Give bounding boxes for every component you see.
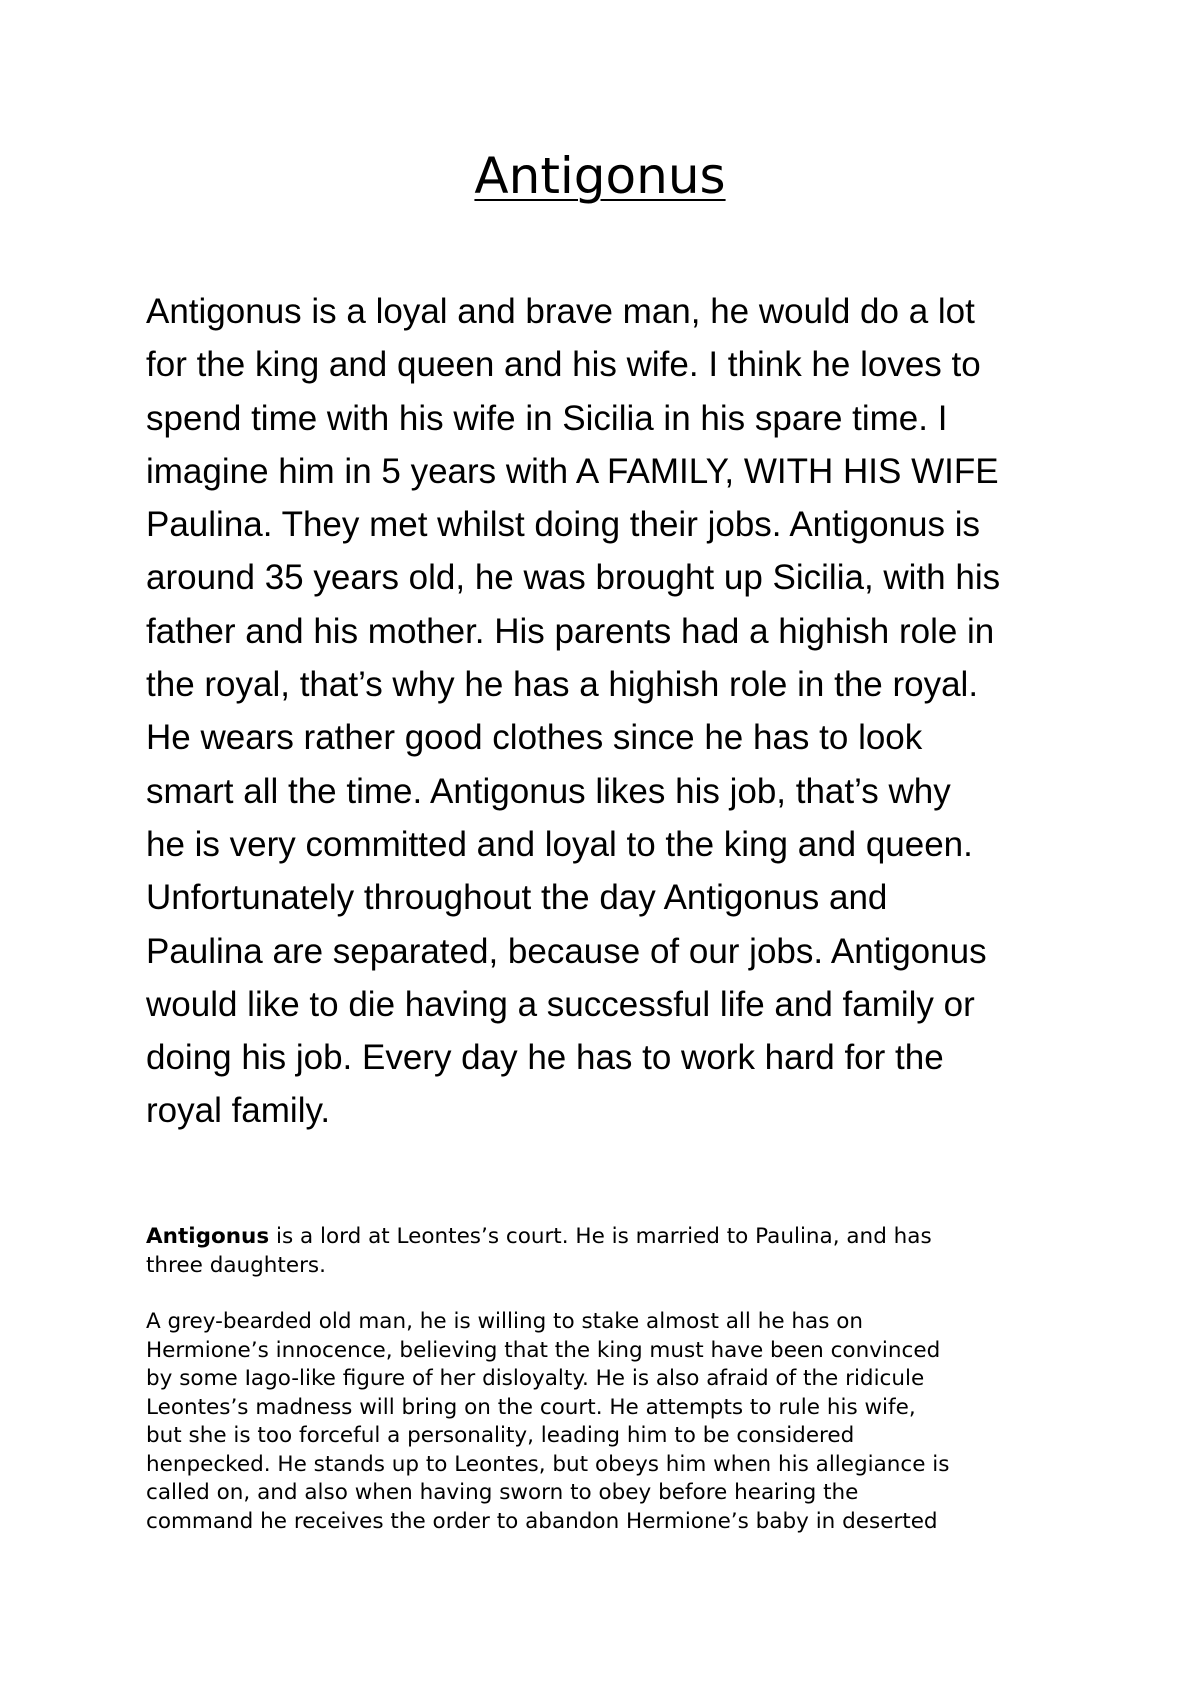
essay-line: Unfortunately throughout the day Antigonus and (146, 878, 888, 918)
essay-line: imagine him in 5 years with A FAMILY, WITH HIS WIFE (146, 451, 999, 491)
essay-line: smart all the time. Antigonus likes his job, that’s why (146, 771, 951, 811)
essay-line: doing his job. Every day he has to work hard for the (146, 1038, 944, 1078)
notes-intro-text: is a lord at Leontes’s court. He is married to Paulina, and has (269, 1224, 932, 1249)
notes-line: by some Iago-like figure of her disloyalty. He is also afraid of the ridicule (146, 1366, 925, 1391)
essay-line: Paulina are separated, because of our jobs. Antigonus (146, 931, 987, 971)
notes-line: A grey-bearded old man, he is willing to stake almost all he has on (146, 1309, 864, 1334)
notes-line: Hermione’s innocence, believing that the king must have been convinced (146, 1337, 941, 1363)
essay-line: father and his mother. His parents had a highish role in (146, 611, 995, 651)
notes-intro-line: three daughters. (146, 1252, 326, 1278)
essay-line: he is very committed and loyal to the king and queen. (146, 824, 973, 864)
essay-line: spend time with his wife in Sicilia in his spare time. I (146, 398, 948, 438)
notes-line: but she is too forceful a personality, leading him to be considered (146, 1423, 855, 1448)
notes-line: command he receives the order to abandon Hermione’s baby in deserted (146, 1508, 938, 1534)
essay-line: would like to die having a successful life and family or (146, 984, 975, 1024)
notes-line: called on, and also when having sworn to obey before hearing the (146, 1480, 859, 1505)
essay-line: for the king and queen and his wife. I think he loves to (146, 345, 981, 385)
notes-line: Leontes’s madness will bring on the court. He attempts to rule his wife, (146, 1394, 916, 1420)
notes-intro-line (146, 1223, 1076, 1252)
essay-line: Antigonus is a loyal and brave man, he would do a lot (146, 292, 975, 331)
essay-line: royal family. (146, 1091, 331, 1131)
character-notes (146, 1223, 1076, 1536)
notes-line: henpecked. He stands up to Leontes, but obeys him when his allegiance is (146, 1451, 950, 1477)
essay-line: He wears rather good clothes since he has to look (146, 718, 923, 758)
essay-line: Paulina. They met whilst doing their jobs. Antigonus is (146, 505, 980, 545)
document-title: Antigonus (474, 147, 726, 205)
notes-intro-paragraph (146, 1223, 1076, 1280)
essay-line: the royal, that’s why he has a highish role in the royal. (146, 665, 979, 705)
notes-character-name: Antigonus (146, 1224, 270, 1249)
essay-line: around 35 years old, he was brought up Sicilia, with his (146, 558, 1001, 598)
notes-description-paragraph (146, 1308, 1076, 1536)
essay-paragraph (146, 285, 1076, 1138)
